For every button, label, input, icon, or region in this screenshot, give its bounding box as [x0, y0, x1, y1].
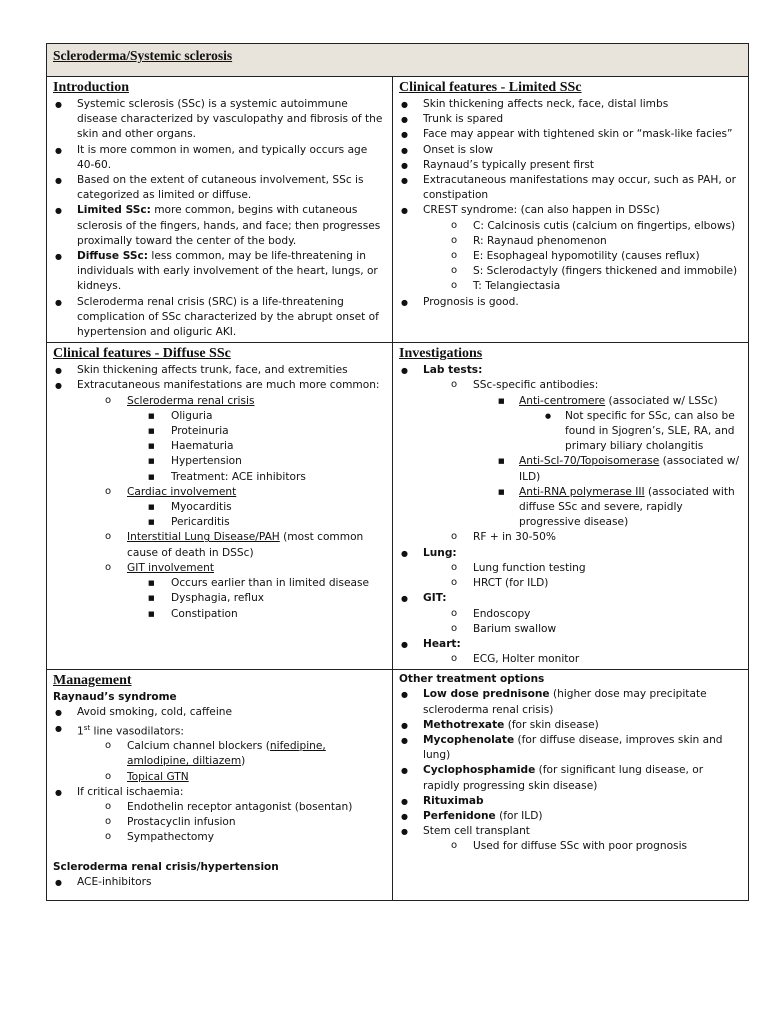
crest-item: o S: Sclerodactyly (fingers thickened and immobile): [399, 264, 742, 279]
list-item: ● ACE-inhibitors: [53, 875, 386, 890]
list-item: ● Lung:: [399, 546, 742, 561]
list-item: ■ Anti-Scl-70/Topoisomerase (associated w/ ILD): [399, 454, 742, 484]
crest-item: o C: Calcinosis cutis (calcium on fingertips, elbows): [399, 219, 742, 234]
list-item: ● It is more common in women, and typically occurs age 40-60.: [53, 143, 386, 173]
introduction-list: [53, 97, 386, 340]
list-item: ● Based on the extent of cutaneous involvement, SSc is categorized as limited or diffuse.: [53, 173, 386, 203]
list-item: ■ Dysphagia, reflux: [53, 591, 386, 606]
list-item: o ECG, Holter monitor: [399, 652, 742, 667]
list-item: ■ Occurs earlier than in limited disease: [53, 576, 386, 591]
introduction-section: [47, 77, 393, 343]
list-item: ● Mycophenolate (for diffuse disease, improves skin and lung): [399, 733, 742, 763]
crest-item: o R: Raynaud phenomenon: [399, 234, 742, 249]
list-item: ● Systemic sclerosis (SSc) is a systemic autoimmune disease characterized by vasculopathy and fibrosis of the skin and other organs.: [53, 97, 386, 143]
renal-crisis-heading: Scleroderma renal crisis/hypertension: [53, 860, 279, 873]
list-item: o Interstitial Lung Disease/PAH (most common cause of death in DSSc): [53, 530, 386, 560]
limited-ssc-section: [393, 77, 749, 343]
list-item: o Lung function testing: [399, 561, 742, 576]
list-item: ● Low dose prednisone (higher dose may precipitate scleroderma renal crisis): [399, 687, 742, 717]
list-item: ■ Treatment: ACE inhibitors: [53, 470, 386, 485]
list-item: o Prostacyclin infusion: [53, 815, 386, 830]
list-item: ● Not specific for SSc, can also be found in Sjogren’s, SLE, RA, and primary biliary cholangitis: [399, 409, 742, 455]
list-item: o SSc-specific antibodies:: [399, 378, 742, 393]
list-item: ■ Oliguria: [53, 409, 386, 424]
management-list: [53, 705, 386, 845]
management-heading: Management: [53, 673, 132, 689]
introduction-heading: Introduction: [53, 80, 129, 95]
list-item: o Sympathectomy: [53, 830, 386, 845]
list-item: ■ Anti-RNA polymerase III (associated with diffuse SSc and severe, rapidly progressive disease): [399, 485, 742, 531]
list-item: ● Scleroderma renal crisis (SRC) is a life-threatening complication of SSc characterized by the abrupt onset of hypertension and oliguric AKI.: [53, 295, 386, 341]
list-item: ● Skin thickening affects neck, face, distal limbs: [399, 97, 742, 112]
list-item: ● Heart:: [399, 637, 742, 652]
list-item: o Barium swallow: [399, 622, 742, 637]
list-item: ● Skin thickening affects trunk, face, and extremities: [53, 363, 386, 378]
investigations-list: [399, 363, 742, 667]
crest-item: o E: Esophageal hypomotility (causes reflux): [399, 249, 742, 264]
list-item: ● Prognosis is good.: [399, 295, 742, 310]
list-item: ● Perfenidone (for ILD): [399, 809, 742, 824]
list-item: ● Limited SSc: more common, begins with cutaneous sclerosis of the fingers, hands, and face; then progresses proximally toward the center of the body.: [53, 203, 386, 249]
list-item: o RF + in 30-50%: [399, 530, 742, 545]
list-item: ■ Anti-centromere (associated w/ LSSc): [399, 394, 742, 409]
renal-crisis-list: [53, 875, 386, 890]
other-treatment-heading: Other treatment options: [399, 673, 545, 686]
list-item: ● Face may appear with tightened skin or “mask-like facies”: [399, 127, 742, 142]
list-item: ● Stem cell transplant: [399, 824, 742, 839]
list-item: o Topical GTN: [53, 770, 386, 785]
list-item: o Endothelin receptor antagonist (bosentan): [53, 800, 386, 815]
page-title: Scleroderma/Systemic sclerosis: [53, 48, 233, 63]
list-item: ● Trunk is spared: [399, 112, 742, 127]
list-item: ■ Pericarditis: [53, 515, 386, 530]
limited-ssc-heading: Clinical features - Limited SSc: [399, 80, 582, 95]
list-item: ● Methotrexate (for skin disease): [399, 718, 742, 733]
crest-item: o T: Telangiectasia: [399, 279, 742, 294]
diffuse-ssc-list: [53, 363, 386, 621]
list-item: o HRCT (for ILD): [399, 576, 742, 591]
list-item: ● Extracutaneous manifestations are much more common:: [53, 378, 386, 393]
list-item: o Calcium channel blockers (nifedipine, amlodipine, diltiazem): [53, 739, 386, 769]
list-item: ● Onset is slow: [399, 143, 742, 158]
list-item: ● Lab tests:: [399, 363, 742, 378]
list-item: o Endoscopy: [399, 607, 742, 622]
list-item: ● 1st line vasodilators:: [53, 721, 386, 740]
title-cell: [47, 44, 749, 77]
list-item: ■ Constipation: [53, 607, 386, 622]
limited-ssc-list: [399, 97, 742, 310]
investigations-heading: Investigations: [399, 346, 483, 362]
list-item: ● Extracutaneous manifestations may occur, such as PAH, or constipation: [399, 173, 742, 203]
list-item: o Used for diffuse SSc with poor prognosis: [399, 839, 742, 854]
notes-table: [46, 43, 749, 901]
list-item: ■ Haematuria: [53, 439, 386, 454]
list-item: ● If critical ischaemia:: [53, 785, 386, 800]
list-item: ● Avoid smoking, cold, caffeine: [53, 705, 386, 720]
list-item: ● Raynaud’s typically present first: [399, 158, 742, 173]
list-item: ■ Hypertension: [53, 454, 386, 469]
other-treatment-list: [399, 687, 742, 854]
other-treatment-section: [393, 670, 749, 901]
list-item: ● Rituximab: [399, 794, 742, 809]
management-section: [47, 670, 393, 901]
list-item: ● Cyclophosphamide (for significant lung disease, or rapidly progressing skin disease): [399, 763, 742, 793]
list-item: ● GIT:: [399, 591, 742, 606]
list-item: o Scleroderma renal crisis: [53, 394, 386, 409]
list-item: ■ Proteinuria: [53, 424, 386, 439]
investigations-section: [393, 343, 749, 670]
raynaud-heading: Raynaud’s syndrome: [53, 691, 177, 704]
diffuse-ssc-heading: Clinical features - Diffuse SSc: [53, 346, 231, 362]
diffuse-ssc-section: [47, 343, 393, 670]
list-item: ■ Myocarditis: [53, 500, 386, 515]
list-item: ● CREST syndrome: (can also happen in DSSc): [399, 203, 742, 218]
list-item: o GIT involvement: [53, 561, 386, 576]
list-item: ● Diffuse SSc: less common, may be life-threatening in individuals with early involvement of the heart, lungs, or kidneys.: [53, 249, 386, 295]
list-item: o Cardiac involvement: [53, 485, 386, 500]
